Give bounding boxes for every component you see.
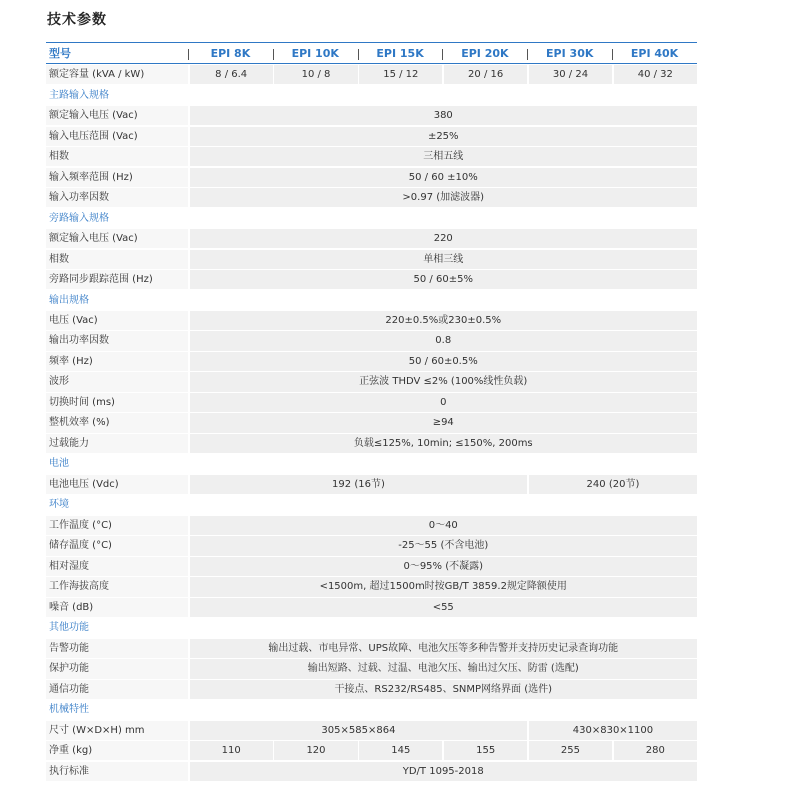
table-row: [46, 352, 697, 371]
row-label: 电池电压 (Vdc): [46, 475, 188, 494]
row-value: 15 / 12: [359, 65, 442, 84]
row-value: <55: [190, 598, 698, 617]
section-title: 电池: [49, 458, 69, 470]
section-title: 旁路输入规格: [49, 212, 109, 224]
row-label: 尺寸 (W×D×H) mm: [46, 721, 188, 740]
row-value: 305×585×864: [190, 721, 528, 740]
table-row: [46, 680, 697, 699]
table-header: [46, 45, 697, 64]
row-value: ±25%: [190, 127, 698, 146]
spec-table: [46, 42, 697, 781]
row-label: 通信功能: [46, 680, 188, 699]
table-row: [46, 331, 697, 350]
row-value: 输出过载、市电异常、UPS故障、电池欠压等多种告警并支持历史记录查询功能: [190, 639, 698, 658]
table-row: [46, 147, 697, 166]
table-row: [46, 229, 697, 248]
row-value: >0.97 (加滤波器): [190, 188, 698, 207]
row-label: 输入电压范围 (Vac): [46, 127, 188, 146]
row-value: 50 / 60 ±10%: [190, 168, 698, 187]
model-epi-40k: EPI 40K: [612, 45, 697, 63]
section-title: 输出规格: [49, 294, 89, 306]
row-label: 净重 (kg): [46, 741, 188, 760]
row-label: 输入频率范围 (Hz): [46, 168, 188, 187]
row-value: 0～40: [190, 516, 698, 535]
row-value: 110: [190, 741, 273, 760]
section-header: [46, 86, 697, 105]
section-header: [46, 209, 697, 228]
row-value: 380: [190, 106, 698, 125]
row-value: 30 / 24: [529, 65, 612, 84]
section-header: [46, 618, 697, 637]
section-title: 主路输入规格: [49, 89, 109, 101]
row-value: 干接点、RS232/RS485、SNMP网络界面 (选件): [190, 680, 698, 699]
row-value: 0～95% (不凝露): [190, 557, 698, 576]
row-label: 整机效率 (%): [46, 413, 188, 432]
row-value: 0.8: [190, 331, 698, 350]
model-epi-15k: EPI 15K: [358, 45, 443, 63]
table-row: [46, 762, 697, 781]
row-value: YD/T 1095-2018: [190, 762, 698, 781]
row-value: 40 / 32: [614, 65, 697, 84]
row-value: 输出短路、过载、过温、电池欠压、输出过欠压、防雷 (选配): [190, 659, 698, 678]
row-label: 额定容量 (kVA / kW): [46, 65, 188, 84]
row-value: 192 (16节): [190, 475, 528, 494]
model-epi-10k: EPI 10K: [273, 45, 358, 63]
table-row: [46, 516, 697, 535]
row-label: 额定输入电压 (Vac): [46, 106, 188, 125]
table-body: [46, 65, 697, 781]
row-label: 相数: [46, 147, 188, 166]
row-value: 50 / 60±0.5%: [190, 352, 698, 371]
table-row: [46, 639, 697, 658]
row-label: 频率 (Hz): [46, 352, 188, 371]
row-value: 220: [190, 229, 698, 248]
table-row: [46, 311, 697, 330]
row-label: 输入功率因数: [46, 188, 188, 207]
table-row: [46, 598, 697, 617]
section-header: [46, 454, 697, 473]
row-label: 保护功能: [46, 659, 188, 678]
row-label: 储存温度 (°C): [46, 536, 188, 555]
table-row: [46, 168, 697, 187]
table-row: [46, 741, 697, 760]
row-value: 430×830×1100: [529, 721, 697, 740]
model-epi-8k: EPI 8K: [188, 45, 273, 63]
row-label: 相对湿度: [46, 557, 188, 576]
table-row: [46, 577, 697, 596]
model-epi-30k: EPI 30K: [527, 45, 612, 63]
row-label: 切换时间 (ms): [46, 393, 188, 412]
row-value: <1500m, 超过1500m时按GB/T 3859.2规定降额使用: [190, 577, 698, 596]
table-row: [46, 65, 697, 84]
row-label: 工作温度 (°C): [46, 516, 188, 535]
row-value: 10 / 8: [274, 65, 357, 84]
row-value: 负载≤125%, 10min; ≤150%, 200ms: [190, 434, 698, 453]
table-row: [46, 372, 697, 391]
section-header: [46, 700, 697, 719]
row-value: 255: [529, 741, 612, 760]
row-value: ≥94: [190, 413, 698, 432]
row-label: 电压 (Vac): [46, 311, 188, 330]
section-header: [46, 291, 697, 310]
row-label: 相数: [46, 250, 188, 269]
row-label: 噪音 (dB): [46, 598, 188, 617]
table-row: [46, 127, 697, 146]
row-label: 工作海拔高度: [46, 577, 188, 596]
row-value: 240 (20节): [529, 475, 697, 494]
row-value: 280: [614, 741, 697, 760]
row-value: 正弦波 THDV ≤2% (100%线性负载): [190, 372, 698, 391]
model-epi-20k: EPI 20K: [442, 45, 527, 63]
row-value: 120: [274, 741, 357, 760]
row-label: 波形: [46, 372, 188, 391]
row-value: 0: [190, 393, 698, 412]
table-row: [46, 188, 697, 207]
section-title: 环境: [49, 499, 69, 511]
table-row: [46, 393, 697, 412]
section-title: 其他功能: [49, 622, 89, 634]
row-label: 过载能力: [46, 434, 188, 453]
table-row: [46, 475, 697, 494]
row-value: 50 / 60±5%: [190, 270, 698, 289]
section-title: 机械特性: [49, 704, 89, 716]
row-label: 输出功率因数: [46, 331, 188, 350]
table-row: [46, 557, 697, 576]
table-row: [46, 250, 697, 269]
table-row: [46, 721, 697, 740]
table-row: [46, 659, 697, 678]
row-value: 20 / 16: [444, 65, 527, 84]
table-row: [46, 536, 697, 555]
table-row: [46, 434, 697, 453]
row-label: 告警功能: [46, 639, 188, 658]
row-value: 220±0.5%或230±0.5%: [190, 311, 698, 330]
table-row: [46, 106, 697, 125]
row-label: 执行标准: [46, 762, 188, 781]
header-label: 型号: [49, 47, 71, 60]
row-label: 旁路同步跟踪范围 (Hz): [46, 270, 188, 289]
table-row: [46, 270, 697, 289]
row-value: 155: [444, 741, 527, 760]
row-value: 8 / 6.4: [190, 65, 273, 84]
row-value: 单相三线: [190, 250, 698, 269]
row-value: -25～55 (不含电池): [190, 536, 698, 555]
row-value: 145: [359, 741, 442, 760]
section-header: [46, 495, 697, 514]
row-value: 三相五线: [190, 147, 698, 166]
table-row: [46, 413, 697, 432]
page-title: 技术参数: [47, 12, 107, 28]
row-label: 额定输入电压 (Vac): [46, 229, 188, 248]
